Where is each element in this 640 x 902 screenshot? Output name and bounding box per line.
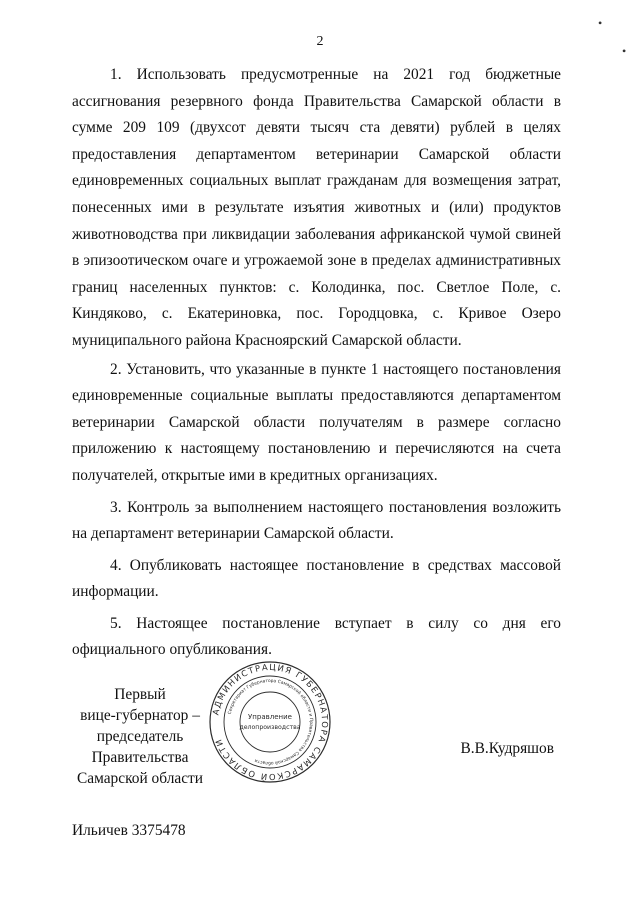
- seal-middle-ring: [224, 676, 316, 768]
- document-body: [72, 62, 561, 664]
- paragraph-1: 1. Использовать предусмотренные на 2021 год бюджетные ассигнования резервного фонда Правительства Самарской области в сумме 209 109 (двухсот девяти тысяч ста девяти) рублей в целях предоставления департаментом ветеринарии Самарской области единовременных социальных выплат гражданам для возмещения затрат, понесенных ими в результате изъятия животных и (или) продуктов животноводства при ликвидации заболевания африканской чумой свиней в эпизоотическом очаге и угрожаемой зоне в пределах административных границ населенных пунктов: с. Колодинка, пос. Светлое Поле, с. Киндяково, с. Екатериновка, пос. Городцовка, с. Кривое Озеро муниципального района Красноярский Самарской области.: [72, 66, 561, 349]
- scan-speck: •: [598, 16, 603, 30]
- seal-inner-text: Секретариат Губернатора Самарской области и Правительства Самарской области: [227, 678, 314, 766]
- seal-center-line-1: Управление: [248, 713, 292, 721]
- signatory-name: В.В.Кудряшов: [460, 740, 554, 757]
- signatory-title-line: председатель Правительства: [91, 728, 189, 766]
- signatory-title: [50, 684, 230, 789]
- signatory-title-line: Самарской области: [76, 770, 203, 787]
- seal-outer-text: АДМИНИСТРАЦИЯ ГУБЕРНАТОРА САМАРСКОЙ ОБЛАСТИ: [210, 661, 331, 783]
- paragraph-5: 5. Настоящее постановление вступает в силу со дня его официального опубликования.: [72, 614, 561, 659]
- paragraph-4: 4. Опубликовать настоящее постановление в средствах массовой информации.: [72, 556, 561, 601]
- seal-inner-ring: [240, 692, 300, 752]
- signatory-title-line: Первый: [114, 686, 166, 703]
- official-seal: [208, 660, 332, 784]
- seal-center-line-2: делопроизводства: [239, 724, 301, 731]
- page-number: 2: [316, 34, 324, 49]
- scan-speck: •: [622, 44, 627, 58]
- paragraph-2: 2. Установить, что указанные в пункте 1 настоящего постановления единовременные социальные выплаты предоставляются департаментом ветеринарии Самарской области получателям в размере согласно приложению к настоящему постановлению и перечисляются на счета получателей, открытые ими в кредитных организациях.: [72, 360, 561, 484]
- signatory-title-line: вице-губернатор –: [80, 707, 200, 724]
- paragraph-3: 3. Контроль за выполнением настоящего постановления возложить на департамент ветеринарии Самарской области.: [72, 498, 561, 543]
- executor-note: Ильичев 3375478: [72, 822, 186, 839]
